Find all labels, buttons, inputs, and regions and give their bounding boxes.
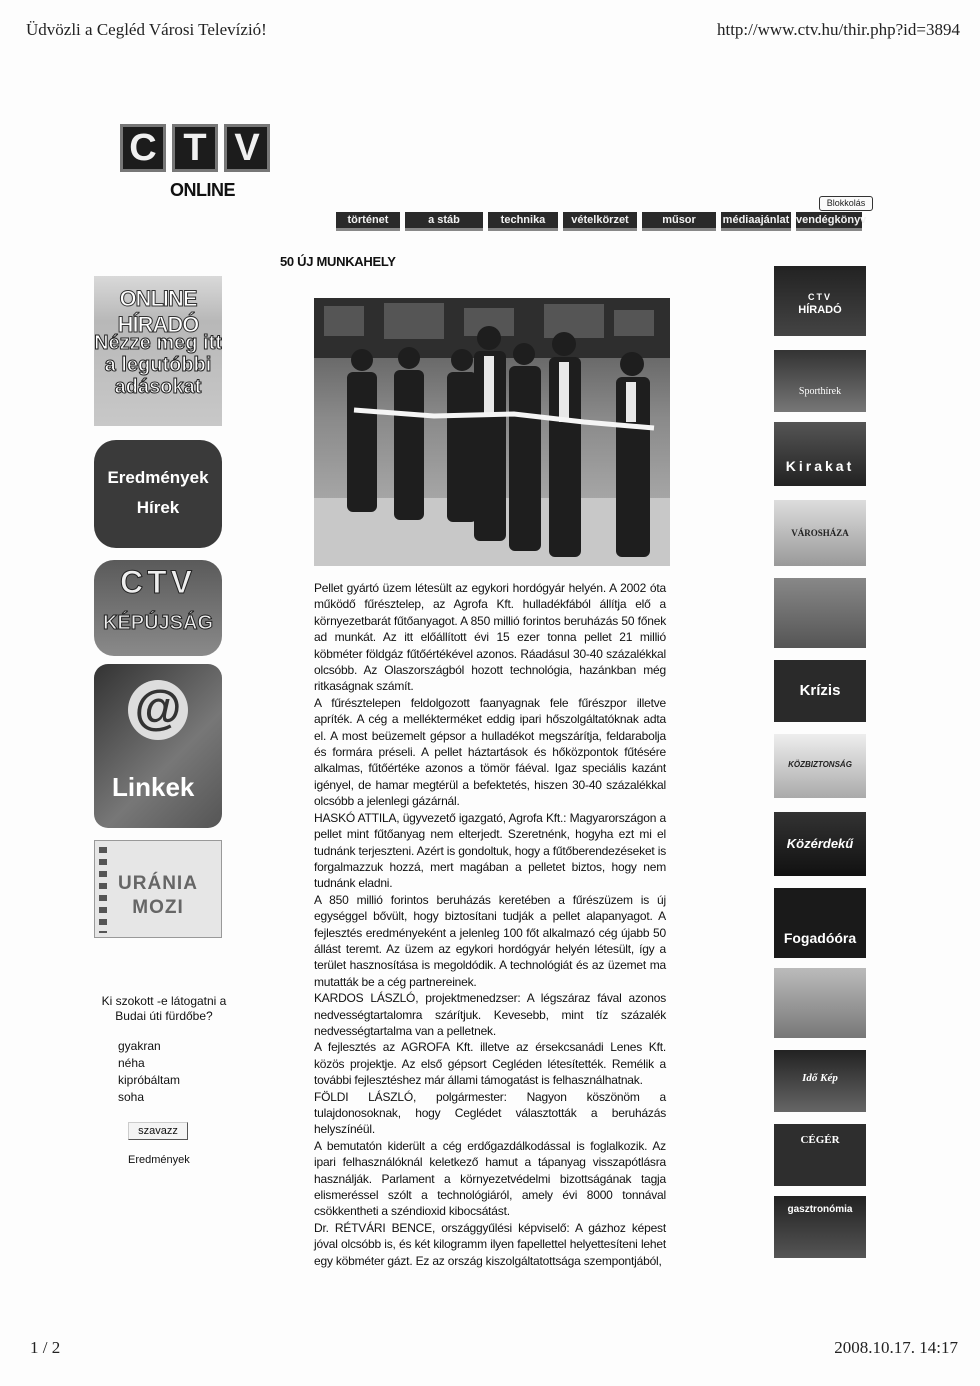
article-paragraph: Pellet gyártó üzem létesült az egykori hordógyár helyén. A 2002 óta működő fűrésztelep, az Agrofa Kft. hulladékfából állítja elő a környezetbarát fűtőanyagot. A 850 millió forintos beruházás 50 főnek ad munkát. Az itt előállított évi 15 ezer tonna pellet 21 millió köbméter földgáz fűtőértékével azonos. Ráadásul 30-40 százalékkal olcsóbb. Az Olaszországból hozott technológia, hazánkban még ritkaságnak számít.: [314, 581, 666, 694]
idokep-label: Idő Kép: [802, 1072, 838, 1084]
sporthirek-label: Sporthírek: [798, 386, 842, 397]
nav-musor[interactable]: műsor: [642, 212, 716, 231]
idokep-banner[interactable]: [774, 1050, 866, 1112]
ctv-hirado-banner[interactable]: [774, 266, 866, 336]
nav-vendegkonyv[interactable]: vendégkönyv: [796, 212, 862, 231]
linkek-banner[interactable]: [94, 664, 222, 828]
article-body: [314, 580, 666, 1269]
hirado-banner-line-3: adásokat: [114, 376, 202, 398]
article-paragraph: A 850 millió forintos beruházás keretében a fűrészüzem is új egységgel bővült, hogy biztosítani tudják a pellet alapanyagot. A fejlesztés eredményeként a jelenleg 100 főt alkalmazó cég újabb 50 állást teremt. Az üzem az egykori hordógyár helyén létesült, így a terület hasznosítása is megoldódik. A technológiát és az üzemet ma mutatták be a cég partnereinek.: [314, 892, 666, 989]
nav-technika[interactable]: technika: [488, 212, 558, 231]
article-paragraph: HASKÓ ATTILA, ügyvezető igazgató, Agrofa Kft.: Magyarországon a pellet mint fűtőanyag nem elterjedt. Szeretnénk, hogyha ezt mi el tudnánk terjeszteni. Azért is gondoltuk, hogy a fűtőberendezéseket is forgalmazzuk hozzá, mert magában a pelletet biztos, hogy nem tudnánk eladni.: [314, 810, 666, 891]
mozi-label: MOZI: [132, 897, 184, 918]
print-page-number: 1 / 2: [30, 1338, 61, 1357]
poll-question: Ki szokott -e látogatni a Budai úti fürdőbe?: [101, 994, 227, 1023]
kozbiztonsag-banner[interactable]: [774, 734, 866, 798]
nav-vetelkorzet[interactable]: vételkörzet: [563, 212, 637, 231]
logo-letter-v: V: [224, 124, 270, 172]
urania-mozi-banner[interactable]: [94, 840, 222, 938]
kozerdeku-label: Közérdekű: [786, 836, 854, 851]
poll-option-soha[interactable]: soha: [118, 1090, 145, 1104]
ctv-kepujsag-banner[interactable]: [94, 560, 222, 656]
print-timestamp: 2008.10.17. 14:17: [834, 1338, 958, 1357]
ctv-hirado-label: HÍRADÓ: [798, 304, 842, 316]
ctv-hirado-small: CTV: [808, 292, 832, 302]
fogadoora-label: Fogadóóra: [783, 930, 857, 946]
main-nav: [336, 212, 867, 231]
kozbiztonsag-label: KÖZBIZTONSÁG: [788, 760, 852, 769]
linkek-label: Linkek: [112, 772, 195, 802]
hirado-banner-line-2: a legutóbbi: [104, 354, 212, 376]
print-header-url: http://www.ctv.hu/thir.php?id=3894: [716, 20, 960, 39]
logo-letter-t: T: [172, 124, 218, 172]
kepujsag-label: KÉPÚJSÁG: [102, 612, 214, 634]
varoshaza-label: VÁROSHÁZA: [791, 528, 849, 538]
ribbon-cutting-photo: [314, 298, 670, 566]
article-paragraph: Dr. RÉTVÁRI BENCE, országgyűlési képviselő: A gázhoz képest jóval olcsóbb is, és két kilogramm ilyen fapellettel helyettesíteni lehet egy köbméter gázt. Ez az ország kiszolgáltatottsága szempontjából,: [314, 1220, 666, 1268]
fogadoora-banner[interactable]: [774, 888, 866, 958]
logo-online-text: ONLINE: [170, 180, 236, 200]
poll-options: [118, 1038, 180, 1106]
kirakat-banner[interactable]: [774, 422, 866, 486]
poll-option-gyakran[interactable]: gyakran: [118, 1039, 161, 1053]
article-paragraph: FÖLDI LÁSZLÓ, polgármester: Nagyon köszönöm a tulajdonosoknak, hogy Ceglédet választották a beruházás helyszínéül.: [314, 1089, 666, 1137]
nav-a-stab[interactable]: a stáb: [405, 212, 483, 231]
eredmenyek-hirek-banner[interactable]: [94, 440, 222, 548]
article-paragraph: A fűrésztelepen feldolgozott faanyagnak fele fűrészpor illetve apríték. A cég a mellékterméket eddig ipari hőszolgáltatóknak adta el. A most beüzemelt gépsor a hulladékot megszárítja, feldarabolja és formára préseli. A pellet háztartások és hőközpontok fűtésére alkalmas, fűtőértéke azonos a tömör fáéval. Igaz speciális kazánt igényel, de hamar megtérül a befektetés, hiszen 30-40 százalékkal olcsóbb a jelenlegi gázárnál.: [314, 695, 666, 809]
vote-button[interactable]: szavazz: [128, 1122, 188, 1140]
ceger-label: CÉGÉR: [800, 1134, 840, 1146]
sporthirek-banner[interactable]: [774, 350, 866, 412]
nav-mediaajanlat[interactable]: médiaajánlat: [721, 212, 791, 231]
kepujsag-ctv-label: CTV: [120, 564, 196, 600]
at-sign-icon: @: [128, 680, 188, 740]
hirado-banner-text: [94, 332, 222, 398]
eredmenyek-label: Eredmények: [107, 468, 209, 487]
varoskozpont-banner[interactable]: [774, 968, 866, 1038]
ceger-banner[interactable]: [774, 1124, 866, 1186]
urania-label: URÁNIA: [118, 873, 198, 894]
poll-results-link[interactable]: Eredmények: [128, 1154, 190, 1166]
blokkolas-tab[interactable]: Blokkolás: [819, 196, 873, 211]
varoshaza-banner[interactable]: [774, 500, 866, 566]
krizis-label: Krízis: [799, 682, 841, 699]
article-headline: 50 ÚJ MUNKAHELY: [280, 254, 396, 269]
kozerdeku-banner[interactable]: [774, 812, 866, 876]
gasztronomia-banner[interactable]: [774, 1196, 866, 1258]
onkormanyzat-banner[interactable]: [774, 578, 866, 648]
hirado-banner-line-1: Nézze meg itt: [94, 332, 222, 354]
poll-option-neha[interactable]: néha: [118, 1056, 145, 1070]
ctv-logo[interactable]: [120, 124, 280, 200]
article-paragraph: A bemutatón kiderült a cég erdőgazdálkodással is foglalkozik. Az ipari felhasználóknál keletkező hamut a tápanyag visszapótlásra használják. Parlament a környezetvédelmi bizottságának tagja elismeréssel szólt a technológiáról, amely évi 8000 tonnával csökkentheti a széndioxid kibocsátást.: [314, 1138, 666, 1219]
hirek-label: Hírek: [136, 498, 180, 517]
poll-option-kiprobaltam[interactable]: kipróbáltam: [118, 1073, 181, 1087]
print-header-title: Üdvözli a Cegléd Városi Televízió!: [26, 20, 267, 39]
article-paragraph: A fejlesztés az AGROFA Kft. illetve az érsekcsanádi Lenes Kft. közös projektje. Az első gépsort Cegléden létesítették. Remélik a további fejlesztéshez már állami támogatást is felhasználhatnak.: [314, 1040, 666, 1088]
online-hirado-banner[interactable]: [94, 276, 222, 426]
logo-letter-c: C: [120, 124, 166, 172]
article-paragraph: KARDOS LÁSZLÓ, projektmenedzser: A légszáraz fával azonos nedvességtartalomra szárítjuk. Kevesebb, mint tíz százalék nedvességtartalma van a pelletnek.: [314, 991, 666, 1038]
krizis-banner[interactable]: [774, 660, 866, 722]
gasztronomia-label: gasztronómia: [787, 1204, 853, 1215]
kirakat-label: Kirakat: [785, 458, 855, 474]
nav-tortenet[interactable]: történet: [336, 212, 400, 231]
hirado-banner-title: ONLINE HÍRADÓ: [117, 286, 199, 337]
